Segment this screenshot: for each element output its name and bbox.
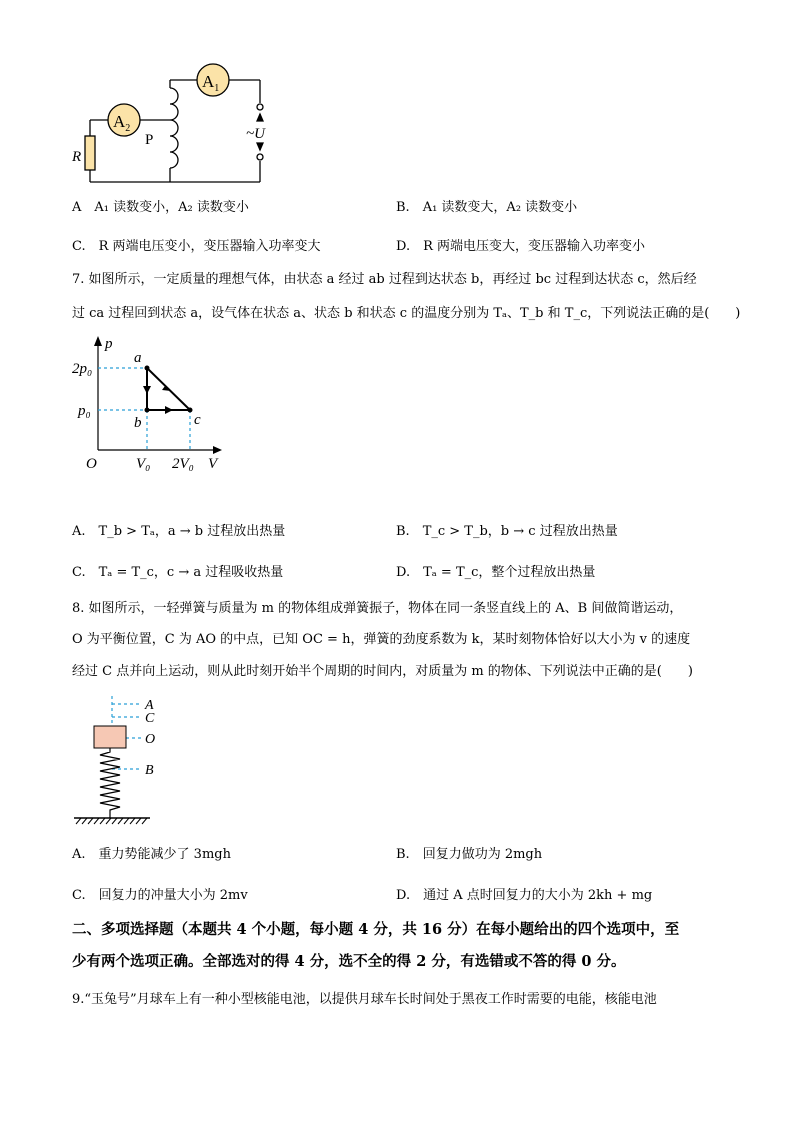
q8-option-d: D. 通过 A 点时回复力的大小为 2kh + mg <box>396 888 653 903</box>
svg-text:a: a <box>134 350 142 366</box>
spring-oscillator-figure <box>72 690 182 830</box>
svg-text:p: p <box>105 336 113 352</box>
svg-text:V₀: V₀ <box>136 456 151 472</box>
q7-option-c: C. Tₐ = T_c，c → a 过程吸收热量 <box>72 565 284 580</box>
q6-option-c: C. R 两端电压变小，变压器输入功率变大 <box>72 239 321 254</box>
svg-text:~U: ~U <box>246 126 265 142</box>
svg-text:V: V <box>208 456 218 472</box>
q8-option-c: C. 回复力的冲量大小为 2mv <box>72 888 248 903</box>
svg-text:A1: $A_1$ <box>202 72 220 94</box>
q7-option-b: B. T_c > T_b，b → c 过程放出热量 <box>396 524 618 539</box>
q6-option-a: A A₁ 读数变小，A₂ 读数变小 <box>72 200 249 215</box>
section2-heading-line1: 二、多项选择题（本题共 4 个小题，每小题 4 分，共 16 分）在每小题给出的四个选项中，至 <box>72 921 680 938</box>
svg-text:O: O <box>86 456 97 472</box>
svg-text:2V₀: 2V₀ <box>172 456 194 472</box>
q7-stem-line1: 7. 如图所示，一定质量的理想气体，由状态 a 经过 ab 过程到达状态 b，再经过 bc 过程到达状态 c，然后经 <box>72 272 697 287</box>
svg-text:A: A <box>145 698 154 713</box>
q7-option-a: A. T_b > Tₐ，a → b 过程放出热量 <box>72 524 286 539</box>
svg-text:O: O <box>145 732 156 747</box>
svg-text:C: C <box>145 711 155 726</box>
arrow-a-to-b <box>143 386 151 394</box>
pv-diagram-figure <box>70 332 230 477</box>
q9-stem-line1: 9.“玉兔号”月球车上有一种小型核能电池，以提供月球车长时间处于黑夜工作时需要的电能，核能电池 <box>72 992 657 1007</box>
q6-option-b: B. A₁ 读数变大，A₂ 读数变小 <box>396 200 578 215</box>
q7-stem-line2: 过 ca 过程回到状态 a，设气体在状态 a、状态 b 和状态 c 的温度分别为 Tₐ、T_b 和 T_c，下列说法正确的是( ) <box>72 306 741 321</box>
svg-text:b: b <box>134 415 142 431</box>
svg-text:B: B <box>145 763 154 778</box>
q8-stem-line3: 经过 C 点并向上运动，则从此时刻开始半个周期的时间内，对质量为 m 的物体、下列说法中正确的是( ) <box>72 664 693 679</box>
q8-option-a: A. 重力势能减少了 3mgh <box>72 847 231 862</box>
svg-text:2p₀: 2p₀ <box>72 361 93 377</box>
section2-heading-line2: 少有两个选项正确。全部选对的得 4 分，选不全的得 2 分，有选错或不答的得 0 分。 <box>72 953 626 970</box>
q8-stem-line2: O 为平衡位置，C 为 AO 的中点，已知 OC = h，弹簧的劲度系数为 k，某时刻物体恰好以大小为 v 的速度 <box>72 632 691 647</box>
svg-text:P: P <box>145 132 154 148</box>
svg-text:p₀: p₀ <box>78 403 91 419</box>
spring-icon <box>100 748 120 818</box>
svg-text:A2: $A_2$ <box>113 112 131 134</box>
q8-stem-line1: 8. 如图所示，一轻弹簧与质量为 m 的物体组成弹簧振子，物体在同一条竖直线上的 A、B 间做简谐运动， <box>72 601 683 616</box>
arrow-b-to-c <box>165 406 173 414</box>
svg-text:R: R <box>72 149 82 165</box>
svg-text:c: c <box>194 412 201 428</box>
q6-option-d: D. R 两端电压变大，变压器输入功率变小 <box>396 239 646 254</box>
oscillator-mass <box>94 726 126 748</box>
q8-option-b: B. 回复力做功为 2mgh <box>396 847 543 862</box>
q7-option-d: D. Tₐ = T_c，整个过程放出热量 <box>396 565 596 580</box>
transformer-circuit-figure <box>70 58 280 188</box>
